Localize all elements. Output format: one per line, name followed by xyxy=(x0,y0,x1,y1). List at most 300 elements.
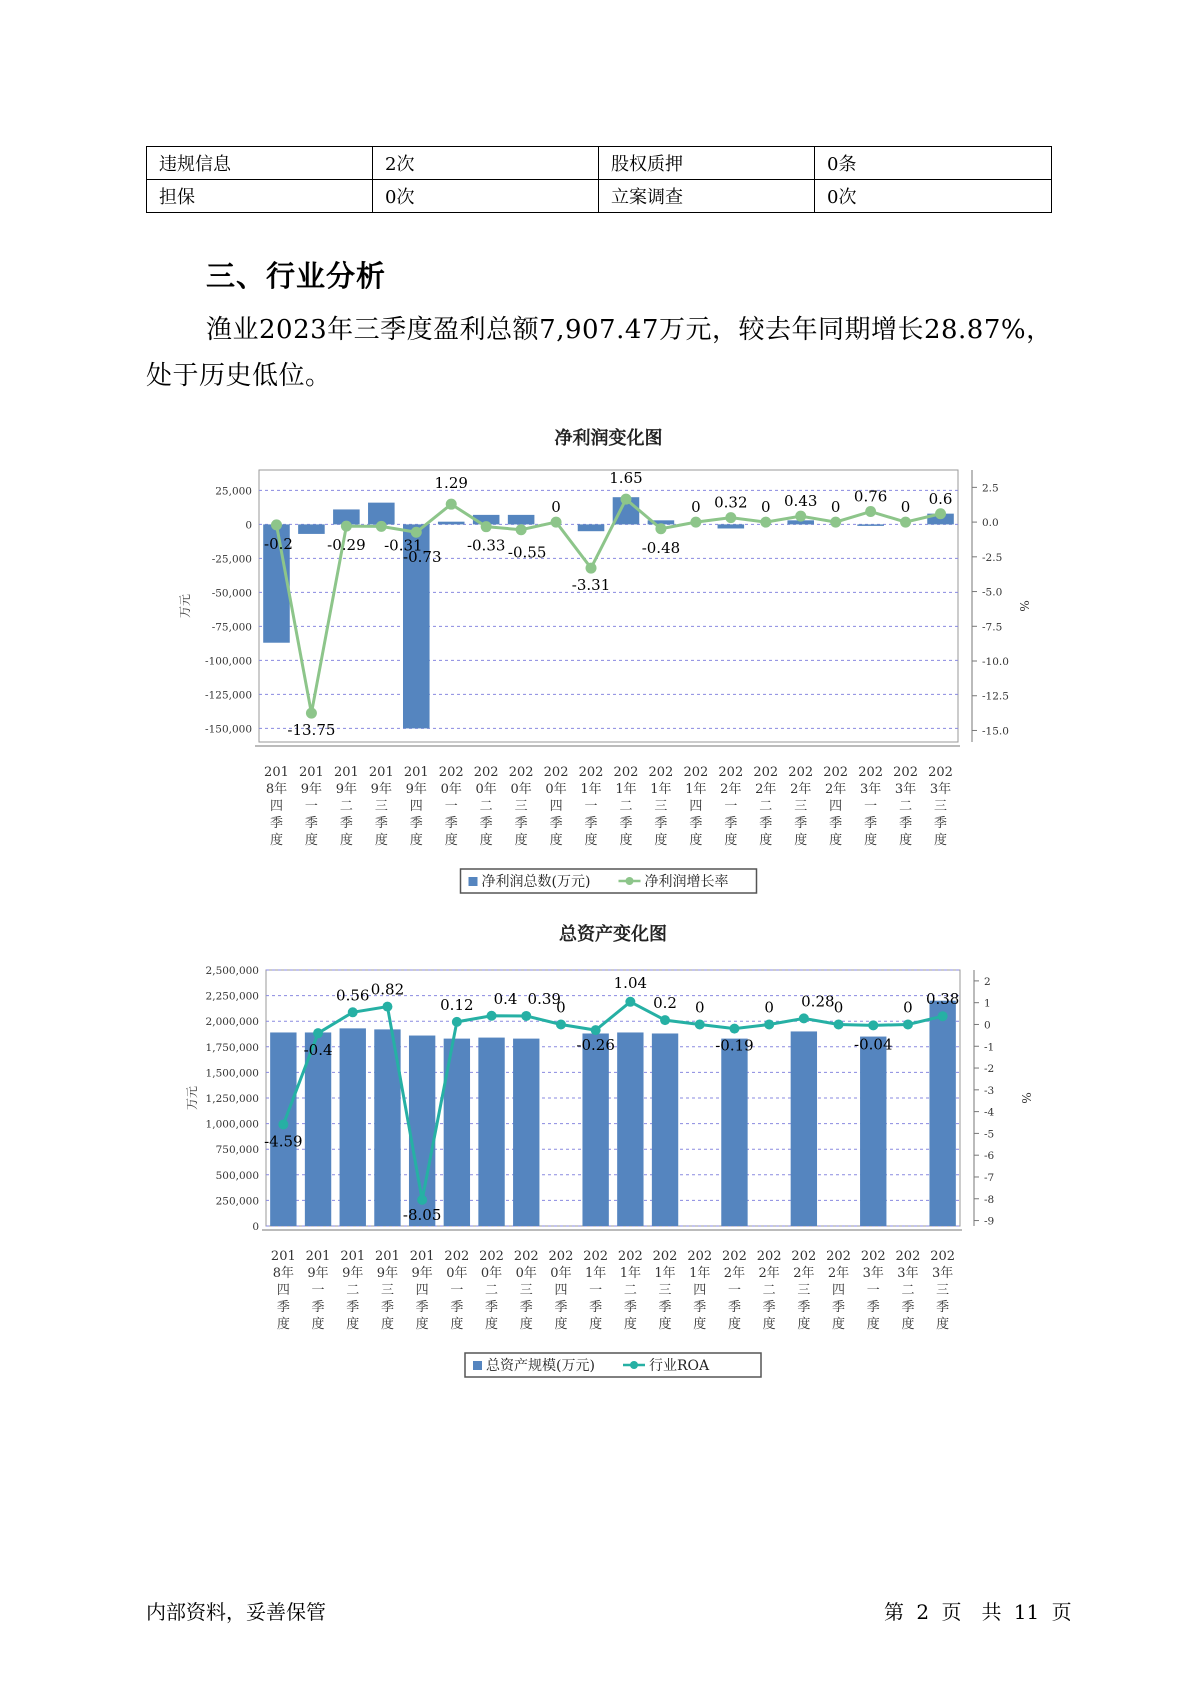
x-tick-label: 9年 xyxy=(370,782,392,797)
x-tick-label: 度 xyxy=(759,833,773,848)
x-tick-label: 二 xyxy=(339,799,353,814)
line-point xyxy=(868,1020,878,1030)
table-row xyxy=(147,180,1052,213)
x-tick-label: 四 xyxy=(832,1283,846,1298)
x-tick-label: 0年 xyxy=(440,782,462,797)
x-tick-label: 季 xyxy=(619,816,633,831)
data-label: 0 xyxy=(833,998,844,1017)
x-tick-label: 201 xyxy=(270,1249,296,1264)
y2-tick-label: -2.5 xyxy=(982,551,1003,564)
x-tick-label: 四 xyxy=(554,1283,568,1298)
x-tick-label: 202 xyxy=(652,1249,678,1264)
x-tick-label: 0年 xyxy=(510,782,532,797)
x-tick-label: 202 xyxy=(513,1249,539,1264)
x-tick-label: 202 xyxy=(756,1249,782,1264)
line-point xyxy=(660,1015,670,1025)
x-tick-label: 三 xyxy=(658,1283,672,1298)
data-label: 0.6 xyxy=(928,489,953,508)
x-tick-label: 二 xyxy=(901,1283,915,1298)
x-tick-label: 三 xyxy=(519,1283,533,1298)
x-tick-label: 202 xyxy=(473,765,499,780)
bar xyxy=(860,1037,886,1226)
x-tick-label: 202 xyxy=(826,1249,851,1264)
x-tick-label: 度 xyxy=(654,833,668,848)
footer-note: 内部资料，妥善保管 xyxy=(146,1600,326,1624)
x-tick-label: 四 xyxy=(415,1283,429,1298)
x-tick-label: 三 xyxy=(936,1283,950,1298)
bar xyxy=(617,1032,643,1226)
bar xyxy=(508,515,535,525)
x-tick-label: 度 xyxy=(936,1317,950,1332)
x-tick-label: 度 xyxy=(658,1317,672,1332)
x-tick-label: 季 xyxy=(689,816,703,831)
x-tick-label: 季 xyxy=(276,1300,290,1315)
line-point xyxy=(306,708,317,719)
line-point xyxy=(417,1195,427,1205)
x-tick-label: 2年 xyxy=(827,1266,850,1281)
y2-tick-label: -6 xyxy=(984,1150,995,1163)
table-cell: 0次 xyxy=(373,180,599,213)
data-label: -0.48 xyxy=(641,538,681,557)
x-tick-label: 201 xyxy=(375,1249,400,1264)
x-tick-label: 9年 xyxy=(376,1266,399,1281)
x-tick-label: 季 xyxy=(514,816,528,831)
x-tick-label: 季 xyxy=(485,1300,499,1315)
summary-paragraph: 渔业2023年三季度盈利总额7,907.47万元，较去年同期增长28.87%，处于历史低位。 xyxy=(146,315,1053,391)
x-tick-label: 二 xyxy=(346,1283,360,1298)
data-label: 0 xyxy=(761,498,771,517)
line-point xyxy=(690,517,701,528)
data-label: 0.38 xyxy=(925,990,960,1009)
data-label: -0.4 xyxy=(303,1041,333,1060)
x-tick-label: 度 xyxy=(311,1317,325,1332)
x-tick-label: 201 xyxy=(264,765,289,780)
x-tick-label: 202 xyxy=(718,765,744,780)
x-tick-label: 度 xyxy=(485,1317,499,1332)
line-point xyxy=(903,1019,913,1029)
x-tick-label: 9年 xyxy=(342,1266,364,1281)
chart-title: 净利润变化图 xyxy=(554,428,663,449)
x-tick-label: 四 xyxy=(409,799,423,814)
data-label: -0.29 xyxy=(327,536,366,555)
x-tick-label: 季 xyxy=(374,816,388,831)
x-tick-label: 8年 xyxy=(265,782,288,797)
data-label: 0.43 xyxy=(784,492,818,511)
data-label: -0.31 xyxy=(384,536,423,555)
x-tick-label: 一 xyxy=(866,1283,880,1298)
x-tick-label: 202 xyxy=(548,1249,574,1264)
x-tick-label: 9年 xyxy=(335,782,358,797)
x-tick-label: 季 xyxy=(864,816,878,831)
x-tick-label: 一 xyxy=(450,1283,464,1298)
x-tick-label: 三 xyxy=(797,1283,811,1298)
x-tick-label: 度 xyxy=(693,1317,707,1332)
x-tick-label: 三 xyxy=(374,799,388,814)
x-tick-label: 202 xyxy=(438,765,464,780)
line-point xyxy=(376,521,387,532)
x-tick-label: 季 xyxy=(724,816,738,831)
y-tick-label: -100,000 xyxy=(205,655,252,668)
data-label: 0.56 xyxy=(336,986,370,1005)
x-tick-label: 季 xyxy=(794,816,808,831)
y2-tick-label: -1 xyxy=(984,1041,995,1054)
x-tick-label: 季 xyxy=(415,1300,429,1315)
x-tick-label: 201 xyxy=(409,1249,435,1264)
x-tick-label: 3年 xyxy=(929,782,952,797)
x-tick-label: 度 xyxy=(619,833,633,848)
x-tick-label: 一 xyxy=(311,1283,325,1298)
data-label: 0 xyxy=(903,998,913,1017)
total-assets-chart xyxy=(0,918,1191,1378)
line-point xyxy=(760,517,771,528)
y2-tick-label: 1 xyxy=(984,997,991,1010)
line-point xyxy=(625,997,635,1007)
x-tick-label: 度 xyxy=(727,1317,741,1332)
y2-tick-label: 2 xyxy=(984,975,991,988)
y2-tick-label: 2.5 xyxy=(982,482,999,495)
data-label: -8.05 xyxy=(402,1205,442,1224)
line-point xyxy=(795,511,806,522)
x-tick-label: 3年 xyxy=(859,782,882,797)
legend-bar-swatch xyxy=(469,877,478,886)
x-tick-label: 202 xyxy=(791,1249,817,1264)
x-tick-label: 度 xyxy=(276,1317,290,1332)
x-tick-label: 三 xyxy=(654,799,668,814)
x-tick-label: 202 xyxy=(930,1249,956,1264)
data-label: 0.82 xyxy=(370,980,405,999)
data-label: -0.26 xyxy=(576,1036,615,1055)
legend-line-marker xyxy=(626,877,634,885)
x-tick-label: 202 xyxy=(648,765,674,780)
data-label: 0 xyxy=(694,998,705,1017)
line-point xyxy=(551,517,562,528)
data-label: -0.33 xyxy=(466,536,506,555)
x-tick-label: 三 xyxy=(934,799,948,814)
x-tick-label: 季 xyxy=(269,816,283,831)
x-tick-label: 三 xyxy=(794,799,808,814)
x-tick-label: 季 xyxy=(444,816,458,831)
line-point xyxy=(521,1011,531,1021)
data-label: -13.75 xyxy=(287,721,336,740)
x-tick-label: 季 xyxy=(658,1300,672,1315)
x-tick-label: 一 xyxy=(727,1283,741,1298)
x-tick-label: 度 xyxy=(866,1317,880,1332)
data-label: 1.65 xyxy=(609,469,643,488)
line-point xyxy=(620,494,631,505)
y2-tick-label: -10.0 xyxy=(982,656,1009,669)
y2-tick-label: 0 xyxy=(984,1019,991,1032)
data-label: -3.31 xyxy=(571,576,611,595)
y2-tick-label: -12.5 xyxy=(982,690,1009,703)
x-tick-label: 度 xyxy=(623,1317,637,1332)
x-tick-label: 1年 xyxy=(580,782,602,797)
x-tick-label: 二 xyxy=(479,799,493,814)
line-point xyxy=(799,1013,809,1023)
x-tick-label: 0年 xyxy=(480,1266,503,1281)
bar xyxy=(857,524,884,526)
x-tick-label: 二 xyxy=(899,799,913,814)
x-tick-label: 202 xyxy=(858,765,884,780)
x-tick-label: 201 xyxy=(299,765,324,780)
x-tick-label: 季 xyxy=(409,816,423,831)
x-tick-label: 度 xyxy=(794,833,808,848)
table-cell: 担保 xyxy=(147,180,373,213)
plot-frame xyxy=(259,470,958,742)
table-cell: 0条 xyxy=(815,147,1052,180)
x-tick-label: 四 xyxy=(549,799,563,814)
data-label: 0 xyxy=(556,998,566,1017)
x-tick-label: 度 xyxy=(724,833,738,848)
x-tick-label: 9年 xyxy=(307,1266,329,1281)
net-profit-chart-svg xyxy=(0,420,1191,890)
x-tick-label: 3年 xyxy=(897,1266,919,1281)
y-axis-title: 万元 xyxy=(178,593,192,619)
x-tick-label: 202 xyxy=(613,765,639,780)
x-tick-label: 2年 xyxy=(790,782,812,797)
x-tick-label: 度 xyxy=(339,833,353,848)
y-axis-title: 万元 xyxy=(185,1085,199,1111)
y-tick-label: 2,500,000 xyxy=(205,965,259,977)
x-tick-label: 季 xyxy=(479,816,493,831)
y2-tick-label: -8 xyxy=(984,1193,995,1206)
line-point xyxy=(834,1019,844,1029)
x-tick-label: 202 xyxy=(683,765,709,780)
line-point xyxy=(341,521,352,532)
y2-axis-title: % xyxy=(1017,600,1031,612)
y2-axis-title: % xyxy=(1019,1092,1033,1104)
y-tick-label: 1,750,000 xyxy=(205,1041,259,1054)
data-label: 0.39 xyxy=(527,989,561,1008)
x-tick-label: 1年 xyxy=(615,782,637,797)
x-tick-label: 季 xyxy=(727,1300,741,1315)
x-tick-label: 季 xyxy=(654,816,668,831)
x-tick-label: 一 xyxy=(589,1283,603,1298)
y-tick-label: 1,500,000 xyxy=(205,1067,259,1080)
x-tick-label: 2年 xyxy=(720,782,742,797)
x-tick-label: 一 xyxy=(724,799,738,814)
x-tick-label: 季 xyxy=(829,816,843,831)
x-tick-label: 度 xyxy=(304,833,318,848)
x-tick-label: 四 xyxy=(276,1283,290,1298)
x-tick-label: 季 xyxy=(901,1300,915,1315)
x-tick-label: 度 xyxy=(346,1317,360,1332)
data-label: 0.28 xyxy=(801,992,835,1011)
data-label: 0.32 xyxy=(714,493,748,512)
line-point xyxy=(764,1019,774,1029)
bar xyxy=(478,1038,504,1226)
y-tick-label: -125,000 xyxy=(205,689,252,702)
line-point xyxy=(591,1025,601,1035)
x-tick-label: 季 xyxy=(519,1300,533,1315)
line-point xyxy=(382,1002,392,1012)
y-tick-label: -150,000 xyxy=(205,723,252,736)
bar xyxy=(340,1028,366,1226)
x-tick-label: 201 xyxy=(340,1249,366,1264)
x-tick-label: 度 xyxy=(409,833,423,848)
x-tick-label: 季 xyxy=(304,816,318,831)
bar xyxy=(652,1033,678,1226)
bar xyxy=(721,1039,747,1226)
x-tick-label: 二 xyxy=(762,1283,776,1298)
total-assets-chart-svg xyxy=(0,918,1191,1378)
x-tick-label: 201 xyxy=(403,765,429,780)
x-tick-label: 度 xyxy=(450,1317,464,1332)
y2-tick-label: -7 xyxy=(984,1171,995,1184)
x-tick-label: 度 xyxy=(479,833,493,848)
data-label: 0 xyxy=(764,998,774,1017)
table-cell: 0次 xyxy=(815,180,1052,213)
x-tick-label: 1年 xyxy=(650,782,672,797)
line-point xyxy=(313,1028,323,1038)
x-tick-label: 1年 xyxy=(654,1266,676,1281)
line-point xyxy=(586,563,597,574)
x-tick-label: 四 xyxy=(829,799,843,814)
data-label: 0.2 xyxy=(653,994,677,1013)
line-point xyxy=(865,506,876,517)
x-tick-label: 度 xyxy=(864,833,878,848)
x-tick-label: 四 xyxy=(269,799,283,814)
x-tick-label: 度 xyxy=(899,833,913,848)
x-tick-label: 季 xyxy=(549,816,563,831)
legend-label: 总资产规模(万元) xyxy=(486,1358,595,1374)
line-point xyxy=(481,521,492,532)
y2-tick-label: -5 xyxy=(984,1128,995,1141)
x-tick-label: 202 xyxy=(722,1249,747,1264)
x-tick-label: 二 xyxy=(619,799,633,814)
x-tick-label: 202 xyxy=(895,1249,921,1264)
y-tick-label: 1,000,000 xyxy=(205,1118,259,1131)
y-tick-label: -25,000 xyxy=(211,553,252,566)
x-tick-label: 度 xyxy=(689,833,703,848)
y-tick-label: 2,000,000 xyxy=(205,1016,259,1029)
x-tick-label: 202 xyxy=(823,765,849,780)
x-tick-label: 度 xyxy=(549,833,563,848)
x-tick-label: 3年 xyxy=(894,782,917,797)
line-point xyxy=(938,1011,948,1021)
x-tick-label: 季 xyxy=(346,1300,360,1315)
x-tick-label: 季 xyxy=(311,1300,325,1315)
data-label: 0.4 xyxy=(493,989,518,1008)
x-tick-label: 季 xyxy=(589,1300,603,1315)
data-label: 0 xyxy=(551,498,561,517)
x-tick-label: 202 xyxy=(617,1249,643,1264)
bar xyxy=(582,1033,608,1226)
y2-tick-label: -3 xyxy=(984,1084,995,1097)
x-tick-label: 202 xyxy=(508,765,534,780)
y2-tick-label: -9 xyxy=(984,1215,995,1228)
line-point xyxy=(278,1119,288,1129)
x-tick-label: 度 xyxy=(901,1317,915,1332)
x-tick-label: 0年 xyxy=(446,1266,468,1281)
page-number: 第 2 页 共 11 页 xyxy=(884,1600,1072,1624)
x-tick-label: 季 xyxy=(339,816,353,831)
x-tick-label: 度 xyxy=(584,833,598,848)
x-tick-label: 3年 xyxy=(932,1266,954,1281)
x-tick-label: 季 xyxy=(936,1300,950,1315)
x-tick-label: 度 xyxy=(797,1317,811,1332)
line-point xyxy=(348,1007,358,1017)
x-tick-label: 度 xyxy=(380,1317,394,1332)
data-label: 0.12 xyxy=(440,995,474,1014)
line-point xyxy=(695,1019,705,1029)
x-tick-label: 季 xyxy=(759,816,773,831)
y-tick-label: 2,250,000 xyxy=(205,990,259,1003)
bar xyxy=(578,524,605,531)
x-tick-label: 二 xyxy=(759,799,773,814)
x-tick-label: 2年 xyxy=(755,782,777,797)
x-tick-label: 季 xyxy=(584,816,598,831)
x-tick-label: 度 xyxy=(554,1317,568,1332)
y-tick-label: -50,000 xyxy=(211,587,252,600)
y2-tick-label: -15.0 xyxy=(982,725,1009,738)
x-tick-label: 202 xyxy=(928,765,953,780)
data-label: -0.73 xyxy=(403,548,442,567)
line-point xyxy=(271,519,282,530)
legend-label: 行业ROA xyxy=(649,1358,710,1374)
y2-tick-label: -5.0 xyxy=(982,586,1003,599)
x-tick-label: 202 xyxy=(687,1249,713,1264)
table-cell: 违规信息 xyxy=(147,147,373,180)
y-tick-label: 0 xyxy=(245,519,252,532)
line-point xyxy=(556,1019,566,1029)
x-tick-label: 季 xyxy=(797,1300,811,1315)
line-point xyxy=(452,1017,462,1027)
data-label: 1.04 xyxy=(613,973,648,992)
x-tick-label: 季 xyxy=(554,1300,568,1315)
bar xyxy=(438,522,465,525)
chart-title: 总资产变化图 xyxy=(559,924,667,945)
x-tick-label: 季 xyxy=(450,1300,464,1315)
legend-label: 净利润总数(万元) xyxy=(481,874,591,890)
x-tick-label: 202 xyxy=(543,765,569,780)
line-point xyxy=(725,512,736,523)
data-label: 0.76 xyxy=(853,487,888,506)
x-tick-label: 度 xyxy=(519,1317,533,1332)
x-tick-label: 季 xyxy=(762,1300,776,1315)
x-tick-label: 度 xyxy=(589,1317,603,1332)
x-tick-label: 一 xyxy=(864,799,878,814)
x-tick-label: 202 xyxy=(788,765,814,780)
x-tick-label: 202 xyxy=(479,1249,504,1264)
x-tick-label: 9年 xyxy=(405,782,427,797)
x-tick-label: 一 xyxy=(444,799,458,814)
x-tick-label: 8年 xyxy=(272,1266,294,1281)
x-tick-label: 202 xyxy=(583,1249,609,1264)
net-profit-chart xyxy=(0,420,1191,890)
x-tick-label: 度 xyxy=(934,833,948,848)
line-point xyxy=(446,499,457,510)
data-label: 0 xyxy=(691,498,701,517)
data-label: -0.04 xyxy=(854,1035,893,1054)
x-tick-label: 202 xyxy=(578,765,604,780)
line-point xyxy=(935,508,946,519)
x-tick-label: 201 xyxy=(333,765,359,780)
x-tick-label: 一 xyxy=(584,799,598,814)
x-tick-label: 1年 xyxy=(685,782,707,797)
x-tick-label: 201 xyxy=(305,1249,331,1264)
x-tick-label: 度 xyxy=(269,833,283,848)
x-tick-label: 3年 xyxy=(862,1266,884,1281)
y2-tick-label: -2 xyxy=(984,1063,995,1076)
legend-label: 净利润增长率 xyxy=(644,874,729,890)
x-tick-label: 季 xyxy=(899,816,913,831)
y-tick-label: -75,000 xyxy=(211,621,252,634)
x-tick-label: 季 xyxy=(866,1300,880,1315)
line-point xyxy=(830,517,841,528)
info-table xyxy=(146,146,1052,213)
section-heading: 三、行业分析 xyxy=(206,259,387,293)
data-label: 0 xyxy=(900,498,911,517)
